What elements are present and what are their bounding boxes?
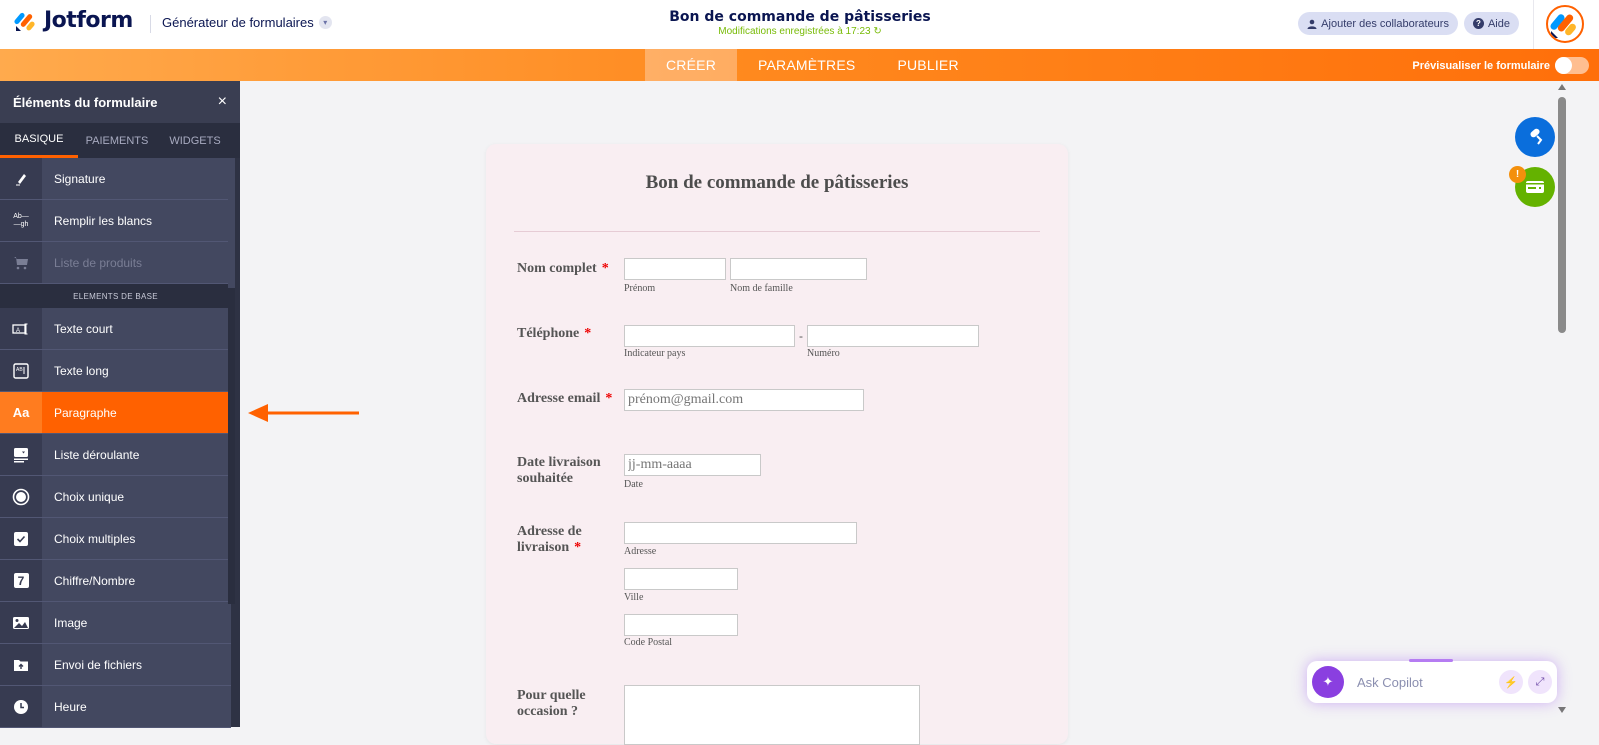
copilot-input[interactable]: Ask Copilot — [1357, 674, 1423, 690]
sidebar-header — [0, 81, 240, 123]
occasion-textarea[interactable] — [624, 685, 920, 745]
lightning-icon[interactable]: ⚡ — [1499, 670, 1523, 694]
city-input[interactable] — [624, 568, 738, 590]
save-status: Modifications enregistrées à 17:23 ↻ — [718, 26, 882, 37]
expand-icon[interactable]: ⤢ — [1528, 670, 1552, 694]
credit-card-icon — [1525, 179, 1545, 195]
sidebar-item-label: Heure — [54, 699, 87, 714]
tab-payments[interactable]: PAIEMENTS — [85, 134, 149, 147]
form-name-title[interactable]: Bon de commande de pâtisseries — [669, 9, 931, 25]
sparkle-icon: ✦ — [1312, 666, 1344, 698]
sidebar-item-label: Envoi de fichiers — [54, 657, 143, 672]
email-input[interactable] — [624, 389, 864, 411]
full-name-label-text: Nom complet — [517, 261, 597, 276]
sidebar-item-label: Texte long — [54, 363, 109, 378]
sidebar-scrollbar-thumb[interactable] — [228, 158, 235, 288]
sidebar-item-label: Choix multiples — [54, 531, 136, 546]
sidebar-item-label: Signature — [54, 171, 106, 186]
delivery-address-label-line2: livraison — [517, 540, 570, 555]
required-mark: * — [605, 391, 613, 406]
jotform-logo-icon — [14, 9, 38, 33]
form-canvas — [486, 144, 1068, 744]
short-text-icon — [0, 308, 42, 349]
copilot-drag-handle[interactable] — [1409, 659, 1453, 662]
sidebar-element-list — [0, 158, 231, 728]
sidebar-item-label: Chiffre/Nombre — [54, 573, 136, 588]
form-heading-divider — [514, 231, 1040, 232]
copilot-widget[interactable] — [1307, 661, 1557, 703]
email-label-text: Adresse email — [517, 391, 601, 406]
warning-badge: ! — [1509, 166, 1526, 183]
phone-number-input[interactable] — [807, 325, 979, 347]
preview-form-control — [1412, 57, 1589, 74]
long-text-icon — [0, 350, 42, 391]
chevron-down-icon: ▾ — [319, 16, 332, 29]
sidebar-item-fill-blanks[interactable] — [0, 200, 231, 242]
occasion-label-line1: Pour quelle — [517, 688, 586, 703]
preview-label: Prévisualiser le formulaire — [1412, 59, 1550, 72]
delivery-address-label[interactable] — [517, 524, 582, 556]
scrollbar-thumb[interactable] — [1558, 97, 1566, 333]
sidebar-item-multiple-choice[interactable] — [0, 518, 231, 560]
first-name-input[interactable] — [624, 258, 726, 280]
postal-code-sublabel: Code Postal — [624, 637, 673, 648]
avatar-logo-icon — [1548, 7, 1582, 41]
sidebar-item-short-text[interactable] — [0, 308, 231, 350]
sidebar-item-signature[interactable] — [0, 158, 231, 200]
main-nav — [0, 49, 1599, 81]
occasion-label-line2: occasion ? — [517, 704, 579, 719]
svg-text:AB: AB — [16, 366, 23, 373]
sidebar-item-label: Choix unique — [54, 489, 125, 504]
postal-code-input[interactable] — [624, 614, 738, 636]
delivery-address-label-line1: Adresse de — [517, 524, 582, 539]
street-address-sublabel: Adresse — [624, 546, 657, 557]
jotform-logo[interactable] — [14, 8, 133, 33]
question-icon: ? — [1473, 18, 1484, 29]
sidebar-title: Éléments du formulaire — [13, 94, 158, 110]
radio-icon — [0, 476, 42, 517]
checkbox-icon — [0, 518, 42, 559]
form-title-block — [600, 9, 1000, 37]
close-icon[interactable]: × — [217, 93, 227, 110]
annotation-arrow-icon — [248, 403, 360, 423]
sidebar-item-image[interactable] — [0, 602, 231, 644]
tab-settings[interactable]: PARAMÈTRES — [758, 57, 856, 73]
required-mark: * — [601, 261, 609, 276]
user-icon — [1307, 19, 1317, 29]
header-divider — [150, 15, 151, 33]
sidebar-item-label: Paragraphe — [54, 405, 117, 420]
first-name-sublabel: Prénom — [624, 283, 656, 294]
phone-number-sublabel: Numéro — [807, 348, 840, 359]
add-collaborators-label: Ajouter des collaborateurs — [1321, 17, 1449, 30]
header-divider-right — [1533, 0, 1534, 49]
last-name-input[interactable] — [730, 258, 867, 280]
full-name-label[interactable] — [517, 261, 609, 277]
number-glyph: 7 — [14, 573, 29, 588]
phone-label-text: Téléphone — [517, 326, 580, 341]
delivery-date-label[interactable] — [517, 455, 601, 487]
user-avatar[interactable] — [1546, 5, 1584, 43]
fill-blanks-icon: Ab— —gh — [0, 200, 42, 241]
cart-icon — [0, 242, 42, 283]
occasion-label[interactable] — [517, 688, 586, 720]
paint-roller-icon — [1525, 127, 1545, 147]
phone-separator: - — [799, 329, 803, 343]
last-name-sublabel: Nom de famille — [730, 283, 793, 294]
preview-toggle[interactable] — [1555, 57, 1589, 74]
sidebar-item-label: Image — [54, 615, 88, 630]
form-designer-button[interactable] — [1515, 117, 1555, 157]
sidebar-item-label: Remplir les blancs — [54, 213, 153, 228]
tab-create[interactable]: CRÉER — [645, 49, 737, 81]
tab-widgets[interactable]: WIDGETS — [169, 134, 221, 147]
dropdown-icon — [0, 434, 42, 475]
street-address-input[interactable] — [624, 522, 857, 544]
paragraph-icon: Aa — [0, 392, 42, 433]
logo-text: Jotform — [44, 8, 133, 33]
sidebar-item-dropdown[interactable] — [0, 434, 231, 476]
tab-basic[interactable]: BASIQUE — [0, 123, 78, 158]
sidebar-item-label: Liste de produits — [54, 255, 143, 270]
required-mark: * — [574, 540, 582, 555]
sidebar-tabs — [0, 123, 240, 158]
sidebar-item-file-upload[interactable] — [0, 644, 231, 686]
delivery-date-sublabel: Date — [624, 479, 643, 490]
image-icon — [0, 602, 42, 643]
clock-icon — [0, 686, 42, 727]
top-header — [0, 0, 1599, 49]
help-button[interactable] — [1464, 12, 1519, 35]
builder-menu-label: Générateur de formulaires — [162, 15, 314, 30]
file-upload-icon — [0, 644, 42, 685]
city-sublabel: Ville — [624, 592, 644, 603]
toggle-knob — [1555, 57, 1572, 74]
delivery-date-label-line2: souhaitée — [517, 471, 573, 486]
signature-pen-icon — [0, 158, 42, 199]
svg-text:A: A — [16, 327, 21, 334]
delivery-date-label-line1: Date livraison — [517, 455, 601, 470]
required-mark: * — [584, 326, 592, 341]
sidebar-item-label: Texte court — [54, 321, 113, 336]
sidebar-item-number[interactable] — [0, 560, 231, 602]
sidebar-item-label: Liste déroulante — [54, 447, 140, 462]
header-actions — [1298, 12, 1519, 35]
phone-country-code-input[interactable] — [624, 325, 795, 347]
scroll-up-icon[interactable] — [1558, 84, 1566, 90]
sidebar-item-paragraph[interactable] — [0, 392, 231, 434]
email-label[interactable] — [517, 391, 612, 407]
scroll-down-icon[interactable] — [1558, 707, 1566, 713]
add-collaborators-button[interactable] — [1298, 12, 1458, 35]
nav-tabs — [645, 49, 980, 81]
sidebar-item-time[interactable] — [0, 686, 231, 728]
phone-label[interactable] — [517, 326, 591, 342]
canvas-scrollbar[interactable] — [1556, 82, 1568, 727]
sidebar-item-product-list[interactable] — [0, 242, 231, 284]
phone-country-sublabel: Indicateur pays — [624, 348, 686, 359]
tab-publish[interactable]: PUBLIER — [897, 57, 959, 73]
form-elements-sidebar — [0, 81, 240, 727]
sidebar-item-long-text[interactable] — [0, 350, 231, 392]
builder-menu-dropdown[interactable] — [162, 15, 332, 30]
number-icon — [0, 560, 42, 601]
form-heading[interactable]: Bon de commande de pâtisseries — [645, 172, 909, 193]
section-basic-elements: ELEMENTS DE BASE — [0, 284, 231, 308]
delivery-date-input[interactable] — [624, 454, 761, 476]
help-label: Aide — [1487, 17, 1510, 30]
sidebar-item-single-choice[interactable] — [0, 476, 231, 518]
